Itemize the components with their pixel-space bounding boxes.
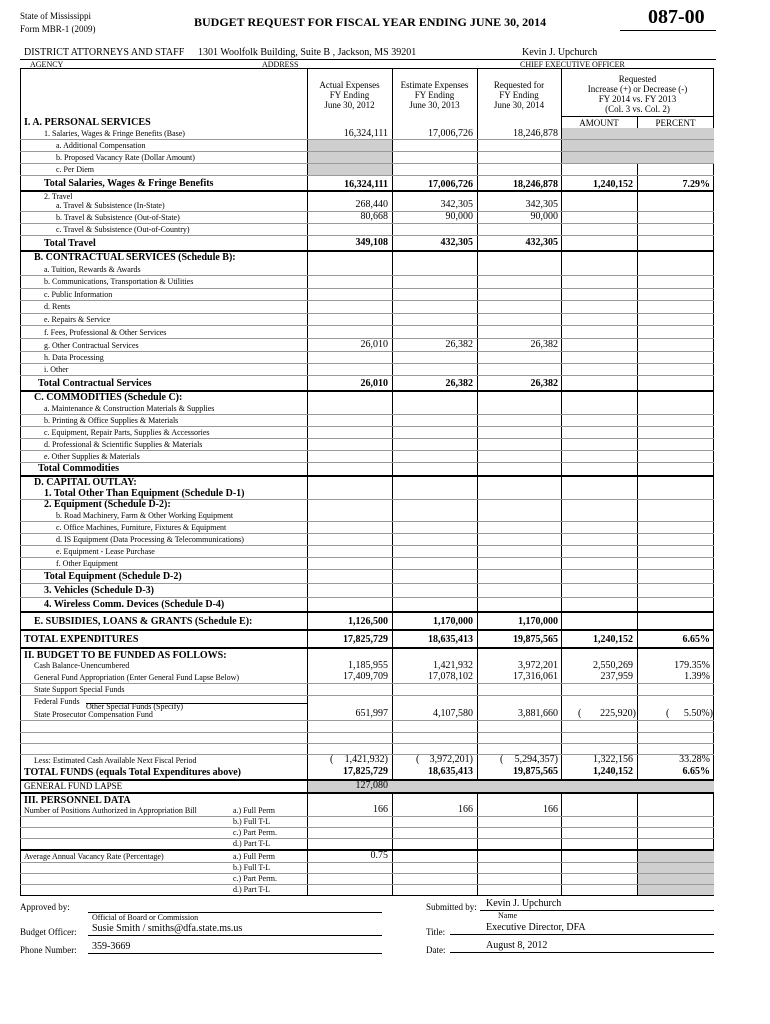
row-line bbox=[20, 743, 714, 744]
row-line bbox=[20, 426, 714, 427]
cell-value: 17,825,729 bbox=[343, 634, 388, 645]
row-label: c. Office Machines, Furniture, Fixtures & Equipment bbox=[56, 523, 227, 532]
row-line bbox=[20, 557, 714, 558]
row-label: Cash Balance-Unencumbered bbox=[34, 661, 130, 670]
agency-name: DISTRICT ATTORNEYS AND STAFF bbox=[24, 47, 185, 58]
row-line bbox=[20, 838, 714, 839]
cell-value: 18,635,413 bbox=[428, 634, 473, 645]
row-line bbox=[20, 300, 714, 301]
total-funds-label: TOTAL FUNDS (equals Total Expenditures above) bbox=[24, 767, 241, 778]
type-label: c.) Part Perm. bbox=[233, 828, 277, 837]
col-sep bbox=[477, 68, 478, 896]
row-line-heavy bbox=[20, 629, 714, 631]
cell-value: 166 bbox=[373, 804, 388, 815]
row-label: 1. Total Other Than Equipment (Schedule D-1) bbox=[44, 488, 245, 499]
type-label: d.) Part T-L bbox=[233, 885, 271, 894]
col-header-line: June 30, 2012 bbox=[324, 100, 375, 110]
name-caption: Name bbox=[498, 911, 518, 920]
cell-value: 26,382 bbox=[530, 378, 558, 389]
row-line bbox=[20, 363, 714, 364]
cell-value: 19,875,565 bbox=[513, 634, 558, 645]
cell-value: 26,382 bbox=[445, 378, 473, 389]
row-label: b. Travel & Subsistence (Out-of-State) bbox=[56, 213, 180, 222]
cell-value: 5.50%) bbox=[683, 708, 713, 719]
date-line bbox=[450, 952, 714, 953]
date-label: Date: bbox=[426, 945, 446, 955]
cell-value: 2,550,269 bbox=[593, 660, 633, 671]
cell-value: 17,825,729 bbox=[343, 766, 388, 777]
paren: ( bbox=[578, 708, 582, 719]
cell-value: 651,997 bbox=[355, 708, 388, 719]
col-header-line: Requested bbox=[618, 74, 657, 84]
approved-by-label: Approved by: bbox=[20, 902, 70, 912]
cell-value: 432,305 bbox=[525, 237, 558, 248]
form-title: BUDGET REQUEST FOR FISCAL YEAR ENDING JUNE 30, 2014 bbox=[194, 15, 547, 29]
type-label: a.) Full Perm bbox=[233, 852, 275, 861]
row-label: b. Road Machinery, Farm & Other Working Equipment bbox=[56, 511, 234, 520]
row-line bbox=[20, 695, 714, 696]
row-line bbox=[20, 569, 714, 570]
cell-value: 268,440 bbox=[355, 199, 388, 210]
row-label: General Fund Appropriation (Enter General Fund Lapse Below) bbox=[34, 673, 240, 682]
row-line bbox=[20, 235, 714, 236]
row-label: f. Other Equipment bbox=[56, 559, 118, 568]
agency-address: 1301 Woolfolk Building, Suite B , Jackson, MS 39201 bbox=[198, 47, 417, 58]
cell-value: 17,409,709 bbox=[343, 671, 388, 682]
row-line bbox=[20, 275, 714, 276]
row-line bbox=[20, 414, 714, 415]
general-fund-lapse-label: GENERAL FUND LAPSE bbox=[24, 781, 123, 791]
cell-value: 17,006,726 bbox=[428, 179, 473, 190]
cell-value: 80,668 bbox=[360, 211, 388, 222]
col-header-line: FY 2014 vs. FY 2013 bbox=[598, 94, 677, 104]
col-sep bbox=[392, 68, 393, 896]
paren: ( bbox=[330, 754, 334, 765]
row-line bbox=[20, 313, 714, 314]
cell-value: 3,972,201) bbox=[429, 754, 473, 765]
budget-officer-field[interactable]: Susie Smith / smiths@dfa.state.ms.us bbox=[92, 923, 243, 934]
cell-value: 90,000 bbox=[530, 211, 558, 222]
row-line-heavy bbox=[20, 190, 714, 192]
row-line bbox=[20, 827, 714, 828]
col-header-line: Increase (+) or Decrease (-) bbox=[587, 84, 688, 94]
col-header-line: Actual Expenses bbox=[319, 80, 380, 90]
row-label: a. Additional Compensation bbox=[56, 141, 146, 150]
chief-officer-name: Kevin J. Upchurch bbox=[522, 47, 598, 58]
cell-value: 166 bbox=[458, 804, 473, 815]
row-line-heavy bbox=[20, 611, 714, 613]
row-label: a. Tuition, Rewards & Awards bbox=[44, 265, 141, 274]
cell-value: 1,240,152 bbox=[593, 766, 633, 777]
paren: ( bbox=[416, 754, 420, 765]
cell-value: 1,421,932) bbox=[344, 754, 388, 765]
row-line bbox=[20, 533, 714, 534]
col-header-line: FY Ending bbox=[414, 90, 455, 100]
cell-value: 342,305 bbox=[440, 199, 473, 210]
title-line bbox=[450, 934, 714, 935]
cell-value: 349,108 bbox=[355, 237, 388, 248]
type-label: b.) Full T-L bbox=[233, 863, 271, 872]
cell-value: 6.65% bbox=[682, 766, 710, 777]
cell-value: 1,185,955 bbox=[348, 660, 388, 671]
title-label: Title: bbox=[426, 927, 446, 937]
row-line bbox=[20, 683, 714, 684]
total-expenditures-label: TOTAL EXPENDITURES bbox=[24, 634, 139, 645]
row-label: State Support Special Funds bbox=[34, 685, 125, 694]
row-line bbox=[20, 288, 714, 289]
section-personnel: III. PERSONNEL DATA bbox=[24, 795, 131, 806]
col-header-line: Estimate Expenses bbox=[400, 80, 469, 90]
cell-value: 26,382 bbox=[530, 339, 558, 350]
col-header-change bbox=[561, 74, 714, 114]
type-label: b.) Full T-L bbox=[233, 817, 271, 826]
paren: ( bbox=[666, 708, 670, 719]
row-label: a. Maintenance & Construction Materials & Supplies bbox=[44, 404, 215, 413]
section-subsidies: E. SUBSIDIES, LOANS & GRANTS (Schedule E): bbox=[34, 616, 253, 627]
row-label: e. Other Supplies & Materials bbox=[44, 452, 140, 461]
submitted-by-label: Submitted by: bbox=[426, 902, 477, 912]
row-label: 2. Travel bbox=[44, 192, 73, 201]
row-label: b. Proposed Vacancy Rate (Dollar Amount) bbox=[56, 153, 195, 162]
cell-value: 17,006,726 bbox=[428, 128, 473, 139]
official-caption: Official of Board or Commission bbox=[92, 913, 199, 922]
agency-label: AGENCY bbox=[30, 60, 64, 69]
row-label: h. Data Processing bbox=[44, 353, 104, 362]
row-label: Less: Estimated Cash Available Next Fiscal Period bbox=[34, 756, 197, 765]
row-label: Federal Funds bbox=[34, 697, 80, 706]
cell-value: 1,126,500 bbox=[348, 616, 388, 627]
shaded-cell bbox=[308, 140, 392, 176]
row-label: Number of Positions Authorized in Appropriation Bill bbox=[24, 806, 197, 815]
row-line bbox=[20, 720, 714, 721]
cell-value: 1,240,152 bbox=[593, 634, 633, 645]
officer-label: CHIEF EXECUTIVE OFFICER bbox=[520, 60, 625, 69]
section-commodities: C. COMMODITIES (Schedule C): bbox=[34, 392, 183, 403]
col-header-line: June 30, 2014 bbox=[493, 100, 545, 110]
cell-value: 5,294,357) bbox=[514, 754, 558, 765]
cell-value: 1,170,000 bbox=[433, 616, 473, 627]
col-header-line: Requested for bbox=[493, 80, 545, 90]
row-label: c. Per Diem bbox=[56, 165, 94, 174]
row-label: a. Travel & Subsistence (In-State) bbox=[56, 201, 165, 210]
row-label: b. Communications, Transportation & Utilities bbox=[44, 277, 194, 286]
row-label: f. Fees, Professional & Other Services bbox=[44, 328, 167, 337]
col-header-estimate bbox=[392, 80, 477, 110]
row-line bbox=[20, 462, 714, 463]
amount-header: AMOUNT bbox=[579, 118, 619, 128]
percent-header: PERCENT bbox=[655, 118, 696, 128]
phone-label: Phone Number: bbox=[20, 945, 77, 955]
cell-value: 19,875,565 bbox=[513, 766, 558, 777]
form-number: Form MBR-1 (2009) bbox=[20, 24, 96, 34]
cell-value: 1.39% bbox=[684, 671, 710, 682]
cell-value: 16,324,111 bbox=[344, 179, 388, 190]
cell-value: 7.29% bbox=[682, 179, 710, 190]
cell-value: 179.35% bbox=[674, 660, 710, 671]
cell-value: 18,635,413 bbox=[428, 766, 473, 777]
specify-line bbox=[86, 703, 308, 704]
type-label: a.) Full Perm bbox=[233, 806, 275, 815]
col-header-line: FY Ending bbox=[329, 90, 370, 100]
row-line bbox=[20, 521, 714, 522]
col-sep bbox=[307, 68, 308, 896]
row-line bbox=[20, 545, 714, 546]
paren: ( bbox=[500, 754, 504, 765]
change-header-rule bbox=[561, 116, 714, 117]
row-label: State Prosecutor Compensation Fund bbox=[34, 710, 153, 719]
cell-value: 18,246,878 bbox=[513, 128, 558, 139]
row-line-heavy bbox=[20, 647, 714, 649]
row-line bbox=[20, 139, 714, 140]
row-line-heavy bbox=[20, 792, 714, 794]
row-line bbox=[20, 223, 714, 224]
agency-code-underline bbox=[620, 30, 716, 31]
submitted-by-field[interactable]: Kevin J. Upchurch bbox=[486, 898, 562, 909]
row-label: c. Equipment, Repair Parts, Supplies & Accessories bbox=[44, 428, 210, 437]
cell-value: 90,000 bbox=[445, 211, 473, 222]
row-line bbox=[20, 438, 714, 439]
date-field[interactable]: August 8, 2012 bbox=[486, 940, 548, 951]
row-line bbox=[20, 375, 714, 376]
row-label-total: Total Travel bbox=[44, 238, 96, 249]
row-line bbox=[20, 583, 714, 584]
section-contractual: B. CONTRACTUAL SERVICES (Schedule B): bbox=[34, 252, 236, 263]
shaded-cell bbox=[638, 849, 714, 895]
row-label: g. Other Contractual Services bbox=[44, 341, 139, 350]
section-capital-outlay: D. CAPITAL OUTLAY: bbox=[34, 477, 137, 488]
cell-value: 1,421,932 bbox=[433, 660, 473, 671]
row-label-total: Total Salaries, Wages & Fringe Benefits bbox=[44, 178, 214, 189]
row-line bbox=[20, 816, 714, 817]
cell-value: 0.75 bbox=[370, 850, 388, 861]
row-label: Average Annual Vacancy Rate (Percentage) bbox=[24, 852, 164, 861]
cell-value: 33.28% bbox=[679, 754, 710, 765]
row-line bbox=[20, 884, 714, 885]
address-label: ADDRESS bbox=[262, 60, 299, 69]
budget-officer-line bbox=[88, 935, 382, 936]
state-name: State of Mississippi bbox=[20, 11, 92, 21]
phone-field[interactable]: 359-3669 bbox=[92, 941, 131, 952]
cell-value: 26,010 bbox=[360, 339, 388, 350]
row-line bbox=[20, 151, 714, 152]
row-label: d. Professional & Scientific Supplies & Materials bbox=[44, 440, 203, 449]
row-label: 2. Equipment (Schedule D-2): bbox=[44, 499, 171, 510]
budget-officer-label: Budget Officer: bbox=[20, 927, 77, 937]
col-header-line: June 30, 2013 bbox=[409, 100, 460, 110]
row-label: c. Travel & Subsistence (Out-of-Country) bbox=[56, 225, 190, 234]
cell-value: 18,246,878 bbox=[513, 179, 558, 190]
col-header-line: (Col. 3 vs. Col. 2) bbox=[605, 104, 670, 114]
cell-value: 432,305 bbox=[440, 237, 473, 248]
row-label-total: Total Commodities bbox=[38, 463, 120, 474]
row-label-total: Total Equipment (Schedule D-2) bbox=[44, 571, 182, 582]
cell-value: 342,305 bbox=[525, 199, 558, 210]
row-line bbox=[20, 351, 714, 352]
row-line bbox=[20, 732, 714, 733]
row-line bbox=[20, 175, 714, 176]
row-label: i. Other bbox=[44, 365, 69, 374]
cell-value: 237,959 bbox=[600, 671, 633, 682]
agency-code: 087-00 bbox=[648, 6, 705, 28]
row-label: d. IS Equipment (Data Processing & Telecommunications) bbox=[56, 535, 244, 544]
phone-line bbox=[88, 953, 382, 954]
row-label: e. Equipment - Lease Purchase bbox=[56, 547, 155, 556]
row-line bbox=[20, 873, 714, 874]
row-line bbox=[20, 597, 714, 598]
cell-value: 1,240,152 bbox=[593, 179, 633, 190]
row-label: c. Public Information bbox=[44, 290, 113, 299]
type-label: c.) Part Perm. bbox=[233, 874, 277, 883]
cell-value: 6.65% bbox=[682, 634, 710, 645]
cell-value: 26,382 bbox=[445, 339, 473, 350]
row-line bbox=[20, 325, 714, 326]
type-label: d.) Part T-L bbox=[233, 839, 271, 848]
col-header-requested bbox=[477, 80, 561, 110]
title-field[interactable]: Executive Director, DFA bbox=[486, 922, 586, 933]
cell-value: 3,972,201 bbox=[518, 660, 558, 671]
row-label: b. Printing & Office Supplies & Materials bbox=[44, 416, 179, 425]
row-label: Other Special Funds (Specify) bbox=[86, 702, 184, 711]
row-line bbox=[20, 450, 714, 451]
col-header-line: FY Ending bbox=[499, 90, 539, 100]
cell-value: 1,170,000 bbox=[518, 616, 558, 627]
col-header-actual bbox=[307, 80, 392, 110]
row-line bbox=[20, 862, 714, 863]
row-label: 1. Salaries, Wages & Fringe Benefits (Base) bbox=[44, 129, 185, 138]
row-line bbox=[20, 163, 714, 164]
cell-value: 17,316,061 bbox=[513, 671, 558, 682]
shaded-cell bbox=[562, 128, 714, 163]
cell-value: 1,322,156 bbox=[593, 754, 633, 765]
cell-value: 4,107,580 bbox=[433, 708, 473, 719]
row-label: 4. Wireless Comm. Devices (Schedule D-4) bbox=[44, 599, 225, 610]
cell-value: 16,324,111 bbox=[343, 128, 388, 139]
row-label: e. Repairs & Service bbox=[44, 315, 111, 324]
section-personal-services: I. A. PERSONAL SERVICES bbox=[24, 117, 151, 128]
cell-value: 127,080 bbox=[355, 780, 388, 791]
cell-value: 17,078,102 bbox=[428, 671, 473, 682]
row-label: 3. Vehicles (Schedule D-3) bbox=[44, 585, 154, 596]
cell-value: 3,881,660 bbox=[518, 708, 558, 719]
cell-value: 225,920) bbox=[600, 708, 636, 719]
row-label: d. Rents bbox=[44, 302, 71, 311]
cell-value: 166 bbox=[543, 804, 558, 815]
row-label-total: Total Contractual Services bbox=[38, 378, 152, 389]
cell-value: 26,010 bbox=[360, 378, 388, 389]
section-funding: II. BUDGET TO BE FUNDED AS FOLLOWS: bbox=[24, 650, 227, 661]
